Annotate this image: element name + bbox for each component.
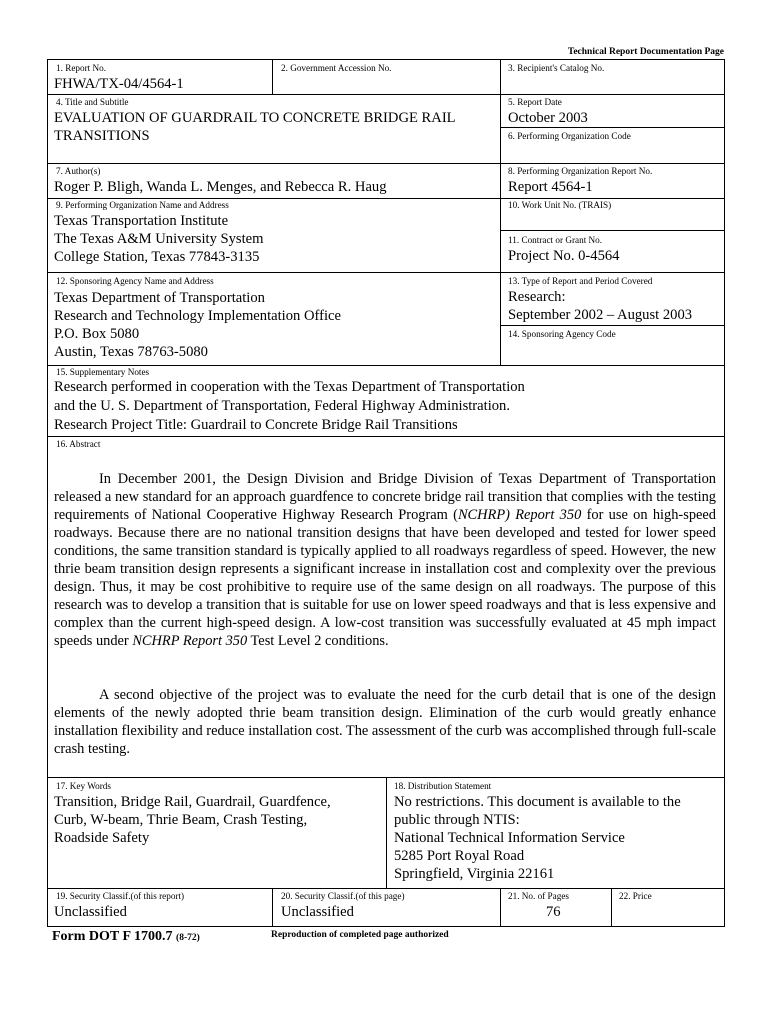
divider <box>47 365 725 366</box>
authors-value: Roger P. Bligh, Wanda L. Menges, and Rebecca R. Haug <box>54 179 387 195</box>
security-page-label: 20. Security Classif.(of this page) <box>281 891 405 901</box>
divider <box>500 888 501 926</box>
divider <box>47 94 725 95</box>
reproduction-note: Reproduction of completed page authorized <box>271 930 449 940</box>
frame-bottom <box>47 926 725 927</box>
contract-grant-label: 11. Contract or Grant No. <box>508 235 603 245</box>
frame-left <box>47 59 48 927</box>
title-value: EVALUATION OF GUARDRAIL TO CONCRETE BRIDGE RAIL TRANSITIONS <box>54 110 456 144</box>
divider <box>500 59 501 365</box>
frame-right <box>724 59 725 927</box>
form-name <box>52 929 200 945</box>
num-pages-value: 76 <box>546 904 561 920</box>
divider <box>272 59 273 94</box>
sponsor-name-label: 12. Sponsoring Agency Name and Address <box>56 276 214 286</box>
report-no-label: 1. Report No. <box>56 63 107 73</box>
distribution-label: 18. Distribution Statement <box>394 781 492 791</box>
divider <box>47 272 725 273</box>
abstract-paragraph-1: In December 2001, the Design Division and Bridge Division of Texas Department of Transportation released a new standard for an approach guardfence to concrete bridge rail transition that complies with the testing requirements of National Cooperative Highway Research Program (NCHRP) Report 350 for use on high-speed roadways. Because there are no national transition designs that have been developed and tested for lower speed conditions, the same transition standard is typically applied to all roadways regardless of speed. However, the new thrie beam transition design represents a significant increase in installation cost and complexity over the previous design. Thus, it may be cost prohibitive to require use of the same design on all roadways. The purpose of this research was to develop a transition that is suitable for use on lower speed roadways and that is less expensive and complex than the current high-speed design. A low-cost transition was successfully evaluated at 45 mph impact speeds under NCHRP Report 350 Test Level 2 conditions. <box>54 471 716 649</box>
key-words-label: 17. Key Words <box>56 781 111 791</box>
report-no-value: FHWA/TX-04/4564-1 <box>54 76 184 92</box>
security-page-value: Unclassified <box>281 904 354 920</box>
divider <box>47 888 725 889</box>
sponsor-name-value: Texas Department of Transportation Research and Technology Implementation Office P.O. Box 5080 Austin, Texas 78763-5080 <box>54 290 341 360</box>
form-revision: (8-72) <box>176 933 200 943</box>
abstract-paragraph-2: A second objective of the project was to evaluate the need for the curb detail that is one of the design elements of the newly adopted thrie beam transition design. Elimination of the curb would greatly enhance installation flexibility and reduce installation cost. The assessment of the curb was accomplished through full-scale crash testing. <box>54 687 716 757</box>
divider <box>47 198 725 199</box>
perf-org-name-label: 9. Performing Organization Name and Address <box>56 200 229 210</box>
divider <box>500 127 725 128</box>
abstract-label: 16. Abstract <box>56 439 101 449</box>
work-unit-label: 10. Work Unit No. (TRAIS) <box>508 200 612 210</box>
distribution-value: No restrictions. This document is available to the public through NTIS: National Technical Information Service 5285 Port Royal Road Springfield, Virginia 22161 <box>394 794 681 882</box>
report-date-label: 5. Report Date <box>508 97 562 107</box>
report-type-value: Research: September 2002 – August 2003 <box>508 289 693 323</box>
divider <box>611 888 612 926</box>
frame-top <box>47 59 725 60</box>
divider <box>47 163 725 164</box>
recipient-catalog-label: 3. Recipient's Catalog No. <box>508 63 605 73</box>
security-report-label: 19. Security Classif.(of this report) <box>56 891 185 901</box>
divider <box>386 777 387 888</box>
key-words-value: Transition, Bridge Rail, Guardrail, Guardfence, Curb, W-beam, Thrie Beam, Crash Testing, Roadside Safety <box>54 794 331 846</box>
num-pages-label: 21. No. of Pages <box>508 891 569 901</box>
sponsor-code-label: 14. Sponsoring Agency Code <box>508 329 616 339</box>
form-number: Form DOT F 1700.7 <box>52 929 173 944</box>
report-date-value: October 2003 <box>508 110 588 126</box>
divider <box>500 325 725 326</box>
report-type-label: 13. Type of Report and Period Covered <box>508 276 653 286</box>
contract-grant-value: Project No. 0-4564 <box>508 248 620 264</box>
authors-label: 7. Author(s) <box>56 166 101 176</box>
page-title: Technical Report Documentation Page <box>567 47 724 57</box>
title-label: 4. Title and Subtitle <box>56 97 129 107</box>
supp-notes-label: 15. Supplementary Notes <box>56 367 150 377</box>
perf-org-name-value: Texas Transportation Institute The Texas A&M University System College Station, Texas 77843-3135 <box>54 213 264 265</box>
divider <box>47 436 725 437</box>
divider <box>272 888 273 926</box>
perf-org-report-label: 8. Performing Organization Report No. <box>508 166 653 176</box>
security-report-value: Unclassified <box>54 904 127 920</box>
perf-org-report-value: Report 4564-1 <box>508 179 593 195</box>
price-label: 22. Price <box>619 891 652 901</box>
perf-org-code-label: 6. Performing Organization Code <box>508 131 631 141</box>
gov-accession-label: 2. Government Accession No. <box>281 63 392 73</box>
supp-notes-value: Research performed in cooperation with the Texas Department of Transportation and the U. S. Department of Transportation, Federal Highway Administration. Research Project Title: Guardrail to Concrete Bridge Rail Transitions <box>54 379 525 433</box>
divider <box>500 230 725 231</box>
